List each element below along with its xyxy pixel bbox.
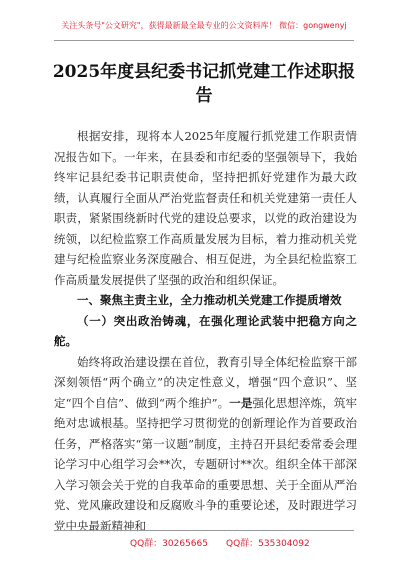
para2-text-b: 强化思想淬炼，筑牢绝对忠诚根基。坚持把学习贯彻党的创新理论作为首要政治任务，严格落实“第一议题”制度，主持召开县纪委常委会理论学习中心组学习会**次，专题研讨**次。组织全体干部深入学习领会关于党的自我革命的重要思想、关于全面从严治党、党风廉政建设和反腐败斗争的重要论述，及时跟进学习党中央最新精神和 <box>54 395 358 533</box>
document-body <box>54 126 357 536</box>
footer-qq-group-2: QQ群：535304092 <box>226 539 310 549</box>
footer-divider <box>54 530 354 531</box>
body-paragraph-2 <box>54 352 357 537</box>
document-title: 2025年度县纪委书记抓党建工作述职报告 <box>52 62 356 106</box>
para2-text-a: 始终将政治建设摆在首位，教育引导全体纪检监察干部深刻领悟“两个确立”的决定性意义，增强“四个意识”、坚定“四个自信”、做到“两个维护”。 <box>54 354 357 410</box>
intro-paragraph: 根据安排，现将本人2025年度履行抓党建工作职责情况报告如下。一年来，在县委和市纪委的坚强领导下，我始终牢记县纪委书记职责使命，坚持把抓好党建作为最大政绩，认真履行全面从严治党监督责任和机关党建第一责任人职责，紧紧围绕新时代党的建设总要求，以党的政治建设为统领，以纪检监察工作高质量发展为目标，着力推动机关党建与纪检监察业务深度融合、相互促进，为全县纪检监察工作高质量发展提供了坚强的政治和组织保证。 <box>54 129 357 287</box>
section-heading-1: 一、聚焦主责主业，全力推动机关党建工作提质增效 <box>77 293 342 307</box>
header-divider <box>54 40 354 41</box>
header-banner: 关注头条号"公文研究"，获得最新最全最专业的公文资料库！ 微信：gongwenyj <box>61 21 347 30</box>
para2-bold-label: 一是 <box>229 395 253 410</box>
footer-qq-group-1: QQ群：30265665 <box>130 539 208 549</box>
subsection-heading-1: （一）突出政治铸魂，在强化理论武装中把稳方向之舵。 <box>54 313 357 348</box>
